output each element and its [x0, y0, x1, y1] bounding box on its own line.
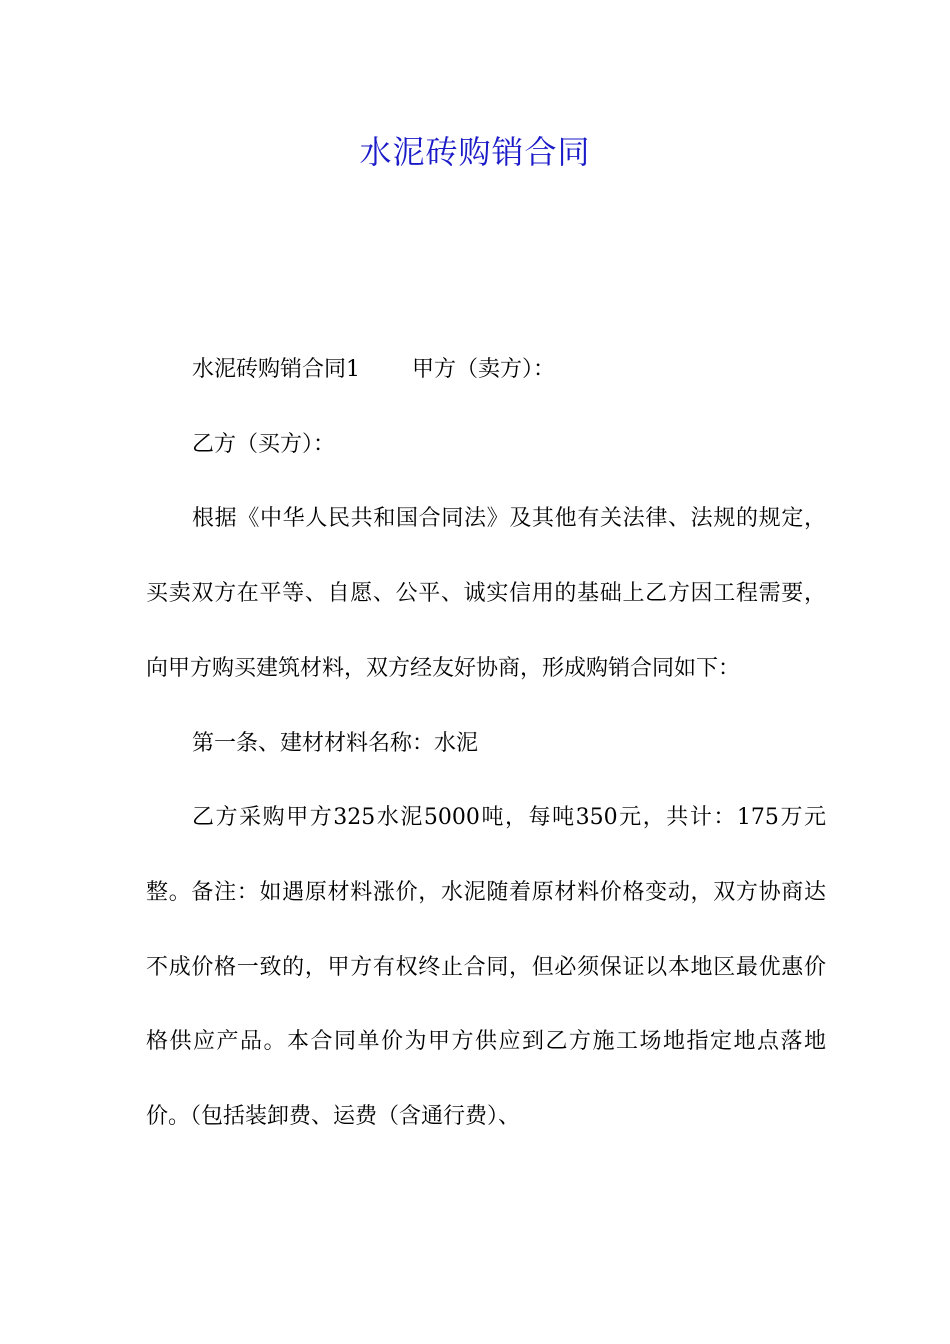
document-title: 水泥砖购销合同 [359, 133, 591, 171]
article-one-paragraph: 乙方采购甲方325水泥5000吨，每吨350元，共计：175万元整。备注：如遇原材料涨价，水泥随着原材料价格变动，双方协商达不成价格一致的，甲方有权终止合同，但必须保证以本地区最优惠价格供应产品。本合同单价为甲方供应到乙方施工场地指定地点落地价。（包括装卸费、运费（含通行费）、 [146, 805, 826, 1130]
party-a-label: 甲方（卖方）： [412, 357, 556, 382]
preamble-paragraph: 根据《中华人民共和国合同法》及其他有关法律、法规的规定，买卖双方在平等、自愿、公平、诚实信用的基础上乙方因工程需要，向甲方购买建筑材料，双方经友好协商，形成购销合同如下： [146, 506, 826, 681]
article-one-heading: 第一条、建材材料名称：水泥 [192, 730, 479, 756]
document-body [146, 333, 826, 1155]
contract-name: 水泥砖购销合同1 [192, 357, 360, 382]
party-b-label: 乙方（买方）： [192, 431, 336, 457]
heading-line [146, 333, 826, 408]
